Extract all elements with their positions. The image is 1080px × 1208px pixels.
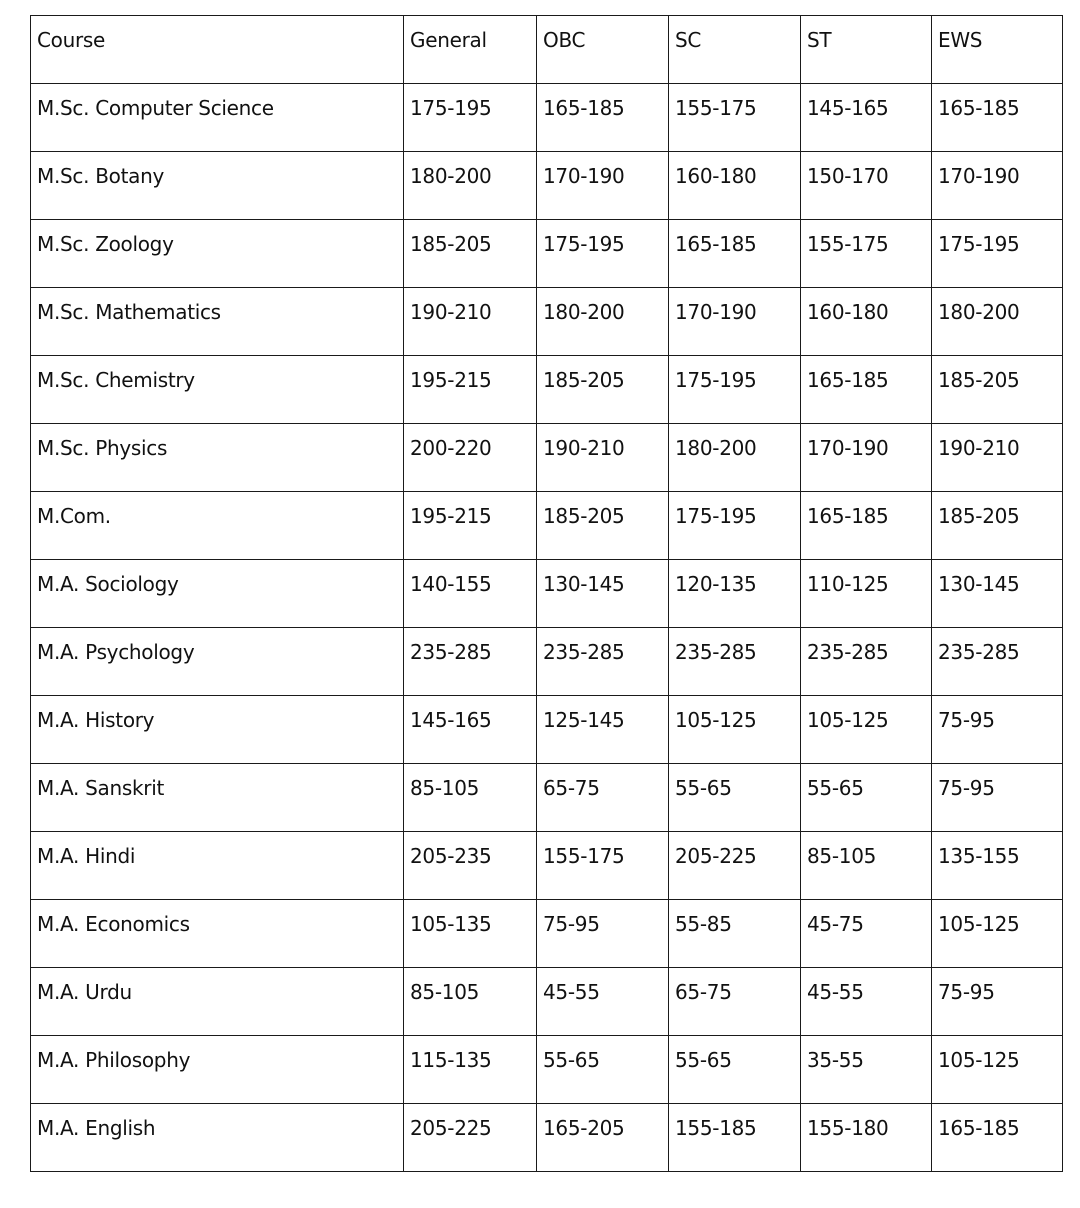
cell-obc: 165-205	[537, 1104, 669, 1172]
table-row	[31, 220, 1063, 288]
cell-sc: 175-195	[669, 356, 801, 424]
cell-ews: 180-200	[932, 288, 1063, 356]
cell-sc: 170-190	[669, 288, 801, 356]
table-row	[31, 560, 1063, 628]
header-cell-ews: EWS	[932, 16, 1063, 84]
cell-sc: 165-185	[669, 220, 801, 288]
header-row	[31, 16, 1063, 84]
table-row	[31, 84, 1063, 152]
table-row	[31, 900, 1063, 968]
cell-sc: 155-185	[669, 1104, 801, 1172]
cell-general: 180-200	[404, 152, 537, 220]
table-row	[31, 832, 1063, 900]
cell-ews: 75-95	[932, 968, 1063, 1036]
cell-ews: 175-195	[932, 220, 1063, 288]
table-row	[31, 628, 1063, 696]
cell-course: M.Sc. Botany	[31, 152, 404, 220]
cell-obc: 235-285	[537, 628, 669, 696]
cell-ews: 170-190	[932, 152, 1063, 220]
cell-st: 160-180	[801, 288, 932, 356]
cell-st: 85-105	[801, 832, 932, 900]
header-cell-obc: OBC	[537, 16, 669, 84]
cell-ews: 190-210	[932, 424, 1063, 492]
cell-course: M.Sc. Mathematics	[31, 288, 404, 356]
cell-ews: 165-185	[932, 1104, 1063, 1172]
cell-obc: 155-175	[537, 832, 669, 900]
cell-course: M.Sc. Zoology	[31, 220, 404, 288]
table-row	[31, 696, 1063, 764]
cell-obc: 170-190	[537, 152, 669, 220]
cell-ews: 185-205	[932, 492, 1063, 560]
cell-st: 105-125	[801, 696, 932, 764]
cell-st: 150-170	[801, 152, 932, 220]
cell-ews: 165-185	[932, 84, 1063, 152]
cell-general: 85-105	[404, 764, 537, 832]
cell-ews: 135-155	[932, 832, 1063, 900]
cell-course: M.Sc. Computer Science	[31, 84, 404, 152]
cell-obc: 65-75	[537, 764, 669, 832]
cell-obc: 185-205	[537, 492, 669, 560]
cell-course: M.A. Economics	[31, 900, 404, 968]
cell-general: 205-225	[404, 1104, 537, 1172]
cell-course: M.A. History	[31, 696, 404, 764]
cell-obc: 175-195	[537, 220, 669, 288]
cell-ews: 130-145	[932, 560, 1063, 628]
cell-st: 145-165	[801, 84, 932, 152]
cell-course: M.A. Sanskrit	[31, 764, 404, 832]
cell-sc: 105-125	[669, 696, 801, 764]
cell-obc: 180-200	[537, 288, 669, 356]
cell-general: 195-215	[404, 492, 537, 560]
cell-obc: 75-95	[537, 900, 669, 968]
cell-st: 155-180	[801, 1104, 932, 1172]
cell-course: M.A. Urdu	[31, 968, 404, 1036]
table-row	[31, 1036, 1063, 1104]
cell-obc: 185-205	[537, 356, 669, 424]
cell-general: 235-285	[404, 628, 537, 696]
cell-st: 45-55	[801, 968, 932, 1036]
cell-st: 55-65	[801, 764, 932, 832]
cell-ews: 105-125	[932, 1036, 1063, 1104]
cutoff-table	[30, 15, 1063, 1172]
cell-obc: 125-145	[537, 696, 669, 764]
cell-general: 145-165	[404, 696, 537, 764]
cell-st: 165-185	[801, 492, 932, 560]
cell-general: 115-135	[404, 1036, 537, 1104]
table-body	[31, 84, 1063, 1172]
cell-sc: 175-195	[669, 492, 801, 560]
cell-sc: 180-200	[669, 424, 801, 492]
cell-sc: 55-65	[669, 764, 801, 832]
cell-st: 110-125	[801, 560, 932, 628]
cell-general: 140-155	[404, 560, 537, 628]
cell-ews: 75-95	[932, 764, 1063, 832]
cell-sc: 205-225	[669, 832, 801, 900]
table-row	[31, 968, 1063, 1036]
table-row	[31, 288, 1063, 356]
cell-ews: 185-205	[932, 356, 1063, 424]
cell-ews: 105-125	[932, 900, 1063, 968]
cell-course: M.A. English	[31, 1104, 404, 1172]
cell-sc: 155-175	[669, 84, 801, 152]
header-cell-course: Course	[31, 16, 404, 84]
cell-general: 205-235	[404, 832, 537, 900]
cell-sc: 55-65	[669, 1036, 801, 1104]
cell-st: 155-175	[801, 220, 932, 288]
cell-course: M.A. Psychology	[31, 628, 404, 696]
cell-general: 195-215	[404, 356, 537, 424]
table-row	[31, 152, 1063, 220]
table-row	[31, 424, 1063, 492]
cell-general: 85-105	[404, 968, 537, 1036]
cell-obc: 190-210	[537, 424, 669, 492]
cell-general: 200-220	[404, 424, 537, 492]
cell-st: 35-55	[801, 1036, 932, 1104]
header-cell-st: ST	[801, 16, 932, 84]
table-row	[31, 1104, 1063, 1172]
cell-sc: 55-85	[669, 900, 801, 968]
table-header	[31, 16, 1063, 84]
cell-general: 185-205	[404, 220, 537, 288]
cell-course: M.Sc. Chemistry	[31, 356, 404, 424]
cell-course: M.A. Sociology	[31, 560, 404, 628]
table-row	[31, 356, 1063, 424]
cell-obc: 55-65	[537, 1036, 669, 1104]
cell-course: M.Sc. Physics	[31, 424, 404, 492]
cell-st: 170-190	[801, 424, 932, 492]
cell-obc: 165-185	[537, 84, 669, 152]
cell-sc: 120-135	[669, 560, 801, 628]
table-row	[31, 492, 1063, 560]
cell-st: 45-75	[801, 900, 932, 968]
cell-obc: 130-145	[537, 560, 669, 628]
cell-ews: 235-285	[932, 628, 1063, 696]
cell-ews: 75-95	[932, 696, 1063, 764]
cell-sc: 65-75	[669, 968, 801, 1036]
cell-course: M.A. Hindi	[31, 832, 404, 900]
table-row	[31, 764, 1063, 832]
cell-general: 175-195	[404, 84, 537, 152]
cell-sc: 235-285	[669, 628, 801, 696]
header-cell-general: General	[404, 16, 537, 84]
cell-general: 190-210	[404, 288, 537, 356]
cell-st: 235-285	[801, 628, 932, 696]
cell-general: 105-135	[404, 900, 537, 968]
cell-sc: 160-180	[669, 152, 801, 220]
cell-obc: 45-55	[537, 968, 669, 1036]
cell-course: M.Com.	[31, 492, 404, 560]
cell-course: M.A. Philosophy	[31, 1036, 404, 1104]
cell-st: 165-185	[801, 356, 932, 424]
header-cell-sc: SC	[669, 16, 801, 84]
